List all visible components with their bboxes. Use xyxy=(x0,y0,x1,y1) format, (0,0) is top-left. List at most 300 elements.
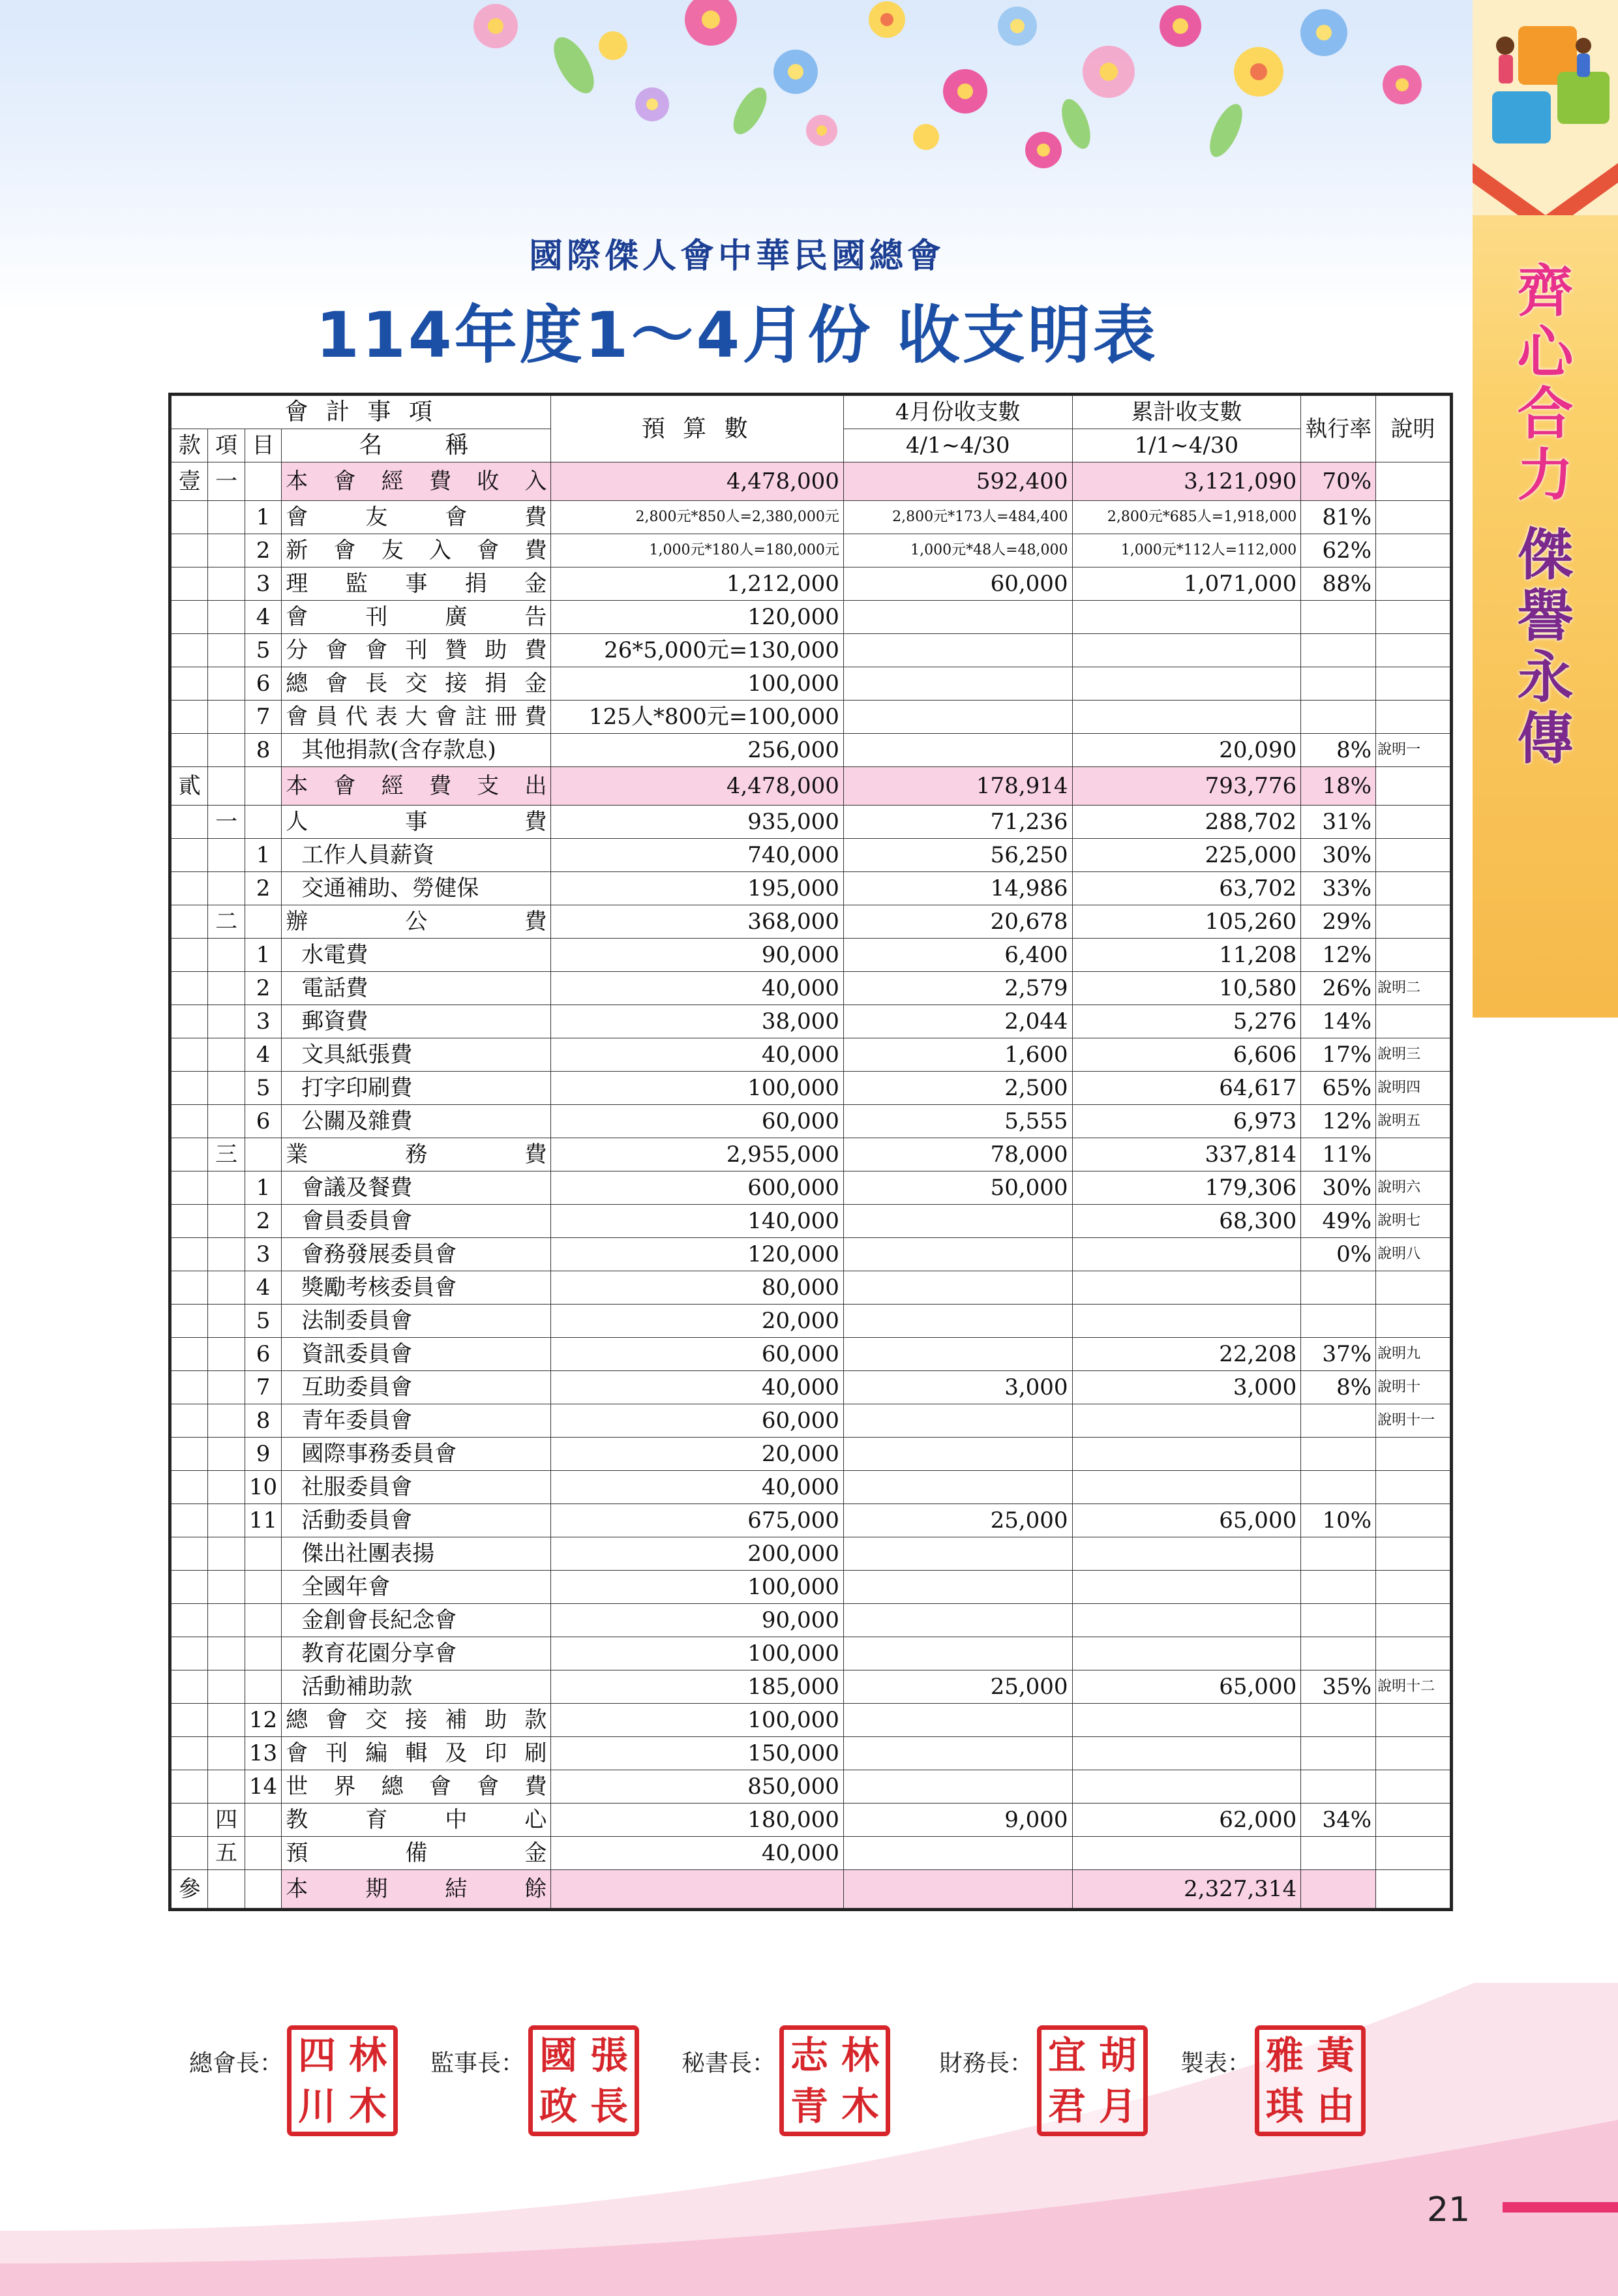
cell-note xyxy=(1376,1438,1450,1471)
page-number: 21 xyxy=(1427,2190,1471,2229)
cell-mu: 7 xyxy=(245,701,281,734)
red-seal-stamp: 四 林 川 木 xyxy=(287,2025,398,2136)
cell-note: 說明五 xyxy=(1376,1105,1450,1138)
side-slogan xyxy=(1473,261,1618,770)
cell-kuan xyxy=(172,1804,208,1837)
cell-month xyxy=(843,1205,1072,1238)
cell-xiang xyxy=(208,1271,245,1305)
signature-label: 監事長： xyxy=(430,2050,525,2077)
cell-kuan xyxy=(172,601,208,634)
cell-name xyxy=(282,1138,551,1171)
signature-item xyxy=(939,2025,1148,2136)
cell-month xyxy=(843,1271,1072,1305)
cell-cumulative xyxy=(1072,1271,1301,1305)
cell-kuan xyxy=(172,1637,208,1670)
table-row xyxy=(172,1205,1450,1238)
cell-month xyxy=(843,667,1072,701)
cell-mu: 3 xyxy=(245,1238,281,1271)
cell-rate xyxy=(1301,1604,1376,1637)
cell-cumulative: 63,702 xyxy=(1072,872,1301,905)
cell-kuan xyxy=(172,1238,208,1271)
cell-note xyxy=(1376,1537,1450,1571)
cell-budget: 100,000 xyxy=(551,1637,843,1670)
cell-xiang xyxy=(208,1072,245,1105)
cell-cumulative: 288,702 xyxy=(1072,806,1301,839)
cell-rate xyxy=(1301,1271,1376,1305)
cell-cumulative: 65,000 xyxy=(1072,1670,1301,1704)
cell-xiang xyxy=(208,1537,245,1571)
cell-kuan xyxy=(172,1438,208,1471)
cell-note: 說明八 xyxy=(1376,1238,1450,1271)
header-budget: 預 算 數 xyxy=(551,396,843,462)
cell-budget: 140,000 xyxy=(551,1205,843,1238)
spread-name: 會 員 代 表 大 會 註 冊 費 xyxy=(286,704,547,730)
cell-xiang xyxy=(208,734,245,767)
cell-budget: 850,000 xyxy=(551,1770,843,1804)
cell-kuan xyxy=(172,1305,208,1338)
table-row xyxy=(172,601,1450,634)
cell-mu: 1 xyxy=(245,1171,281,1205)
cell-cumulative xyxy=(1072,1537,1301,1571)
table-row xyxy=(172,767,1450,806)
spread-name: 理 監 事 捐 金 xyxy=(286,571,547,597)
cell-rate: 11% xyxy=(1301,1138,1376,1171)
cell-month: 6,400 xyxy=(843,939,1072,972)
cell-mu: 6 xyxy=(245,1338,281,1371)
cell-xiang xyxy=(208,1504,245,1537)
cell-xiang xyxy=(208,1371,245,1404)
cell-kuan xyxy=(172,1038,208,1072)
cell-month xyxy=(843,1471,1072,1504)
cell-kuan xyxy=(172,1072,208,1105)
cell-kuan xyxy=(172,1670,208,1704)
cell-xiang: 一 xyxy=(208,462,245,501)
spread-name: 新 會 友 入 會 費 xyxy=(286,537,547,564)
spread-name: 人 事 費 xyxy=(286,809,547,835)
cell-cumulative: 2,327,314 xyxy=(1072,1870,1301,1909)
cell-name xyxy=(282,567,551,601)
cell-kuan: 貳 xyxy=(172,767,208,806)
cell-name: 教育花園分享會 xyxy=(282,1637,551,1670)
cell-mu: 8 xyxy=(245,1404,281,1438)
cell-kuan xyxy=(172,1504,208,1537)
cell-mu: 14 xyxy=(245,1770,281,1804)
table-row xyxy=(172,972,1450,1005)
slogan-char: 力 xyxy=(1517,443,1574,508)
cell-name: 水電費 xyxy=(282,939,551,972)
cell-budget xyxy=(551,1870,843,1909)
cell-mu xyxy=(245,905,281,939)
cell-kuan xyxy=(172,567,208,601)
cell-month: 78,000 xyxy=(843,1138,1072,1171)
table-row xyxy=(172,1338,1450,1371)
cell-name: 電話費 xyxy=(282,972,551,1005)
cell-name: 文具紙張費 xyxy=(282,1038,551,1072)
cell-note xyxy=(1376,1138,1450,1171)
cell-month xyxy=(843,701,1072,734)
cell-name xyxy=(282,667,551,701)
cell-kuan xyxy=(172,1737,208,1770)
page-number-bar xyxy=(1503,2202,1618,2213)
cell-cumulative: 105,260 xyxy=(1072,905,1301,939)
cell-rate: 35% xyxy=(1301,1670,1376,1704)
cell-kuan xyxy=(172,734,208,767)
cell-name: 國際事務委員會 xyxy=(282,1438,551,1471)
cell-rate: 30% xyxy=(1301,1171,1376,1205)
cell-rate: 18% xyxy=(1301,767,1376,806)
cell-cumulative: 337,814 xyxy=(1072,1138,1301,1171)
cell-month xyxy=(843,1438,1072,1471)
cell-rate: 88% xyxy=(1301,567,1376,601)
cell-note xyxy=(1376,501,1450,534)
cell-cumulative xyxy=(1072,1471,1301,1504)
cell-mu: 2 xyxy=(245,534,281,567)
cell-month xyxy=(843,1238,1072,1271)
spread-name: 教 育 中 心 xyxy=(286,1807,547,1833)
cell-cumulative: 3,121,090 xyxy=(1072,462,1301,501)
cell-name: 會議及餐費 xyxy=(282,1171,551,1205)
cell-rate: 70% xyxy=(1301,462,1376,501)
cell-month xyxy=(843,1305,1072,1338)
table-row xyxy=(172,1737,1450,1770)
cell-mu: 6 xyxy=(245,667,281,701)
cell-name: 金創會長紀念會 xyxy=(282,1604,551,1637)
cell-mu: 13 xyxy=(245,1737,281,1770)
cell-rate xyxy=(1301,1438,1376,1471)
cell-name xyxy=(282,601,551,634)
cell-note xyxy=(1376,939,1450,972)
cell-xiang xyxy=(208,1870,245,1909)
cell-name: 傑出社團表揚 xyxy=(282,1537,551,1571)
cell-budget: 4,478,000 xyxy=(551,767,843,806)
cell-budget: 60,000 xyxy=(551,1338,843,1371)
cell-budget: 180,000 xyxy=(551,1804,843,1837)
cell-mu: 4 xyxy=(245,601,281,634)
cell-xiang xyxy=(208,534,245,567)
slogan-char: 永 xyxy=(1517,645,1574,710)
cell-xiang xyxy=(208,1238,245,1271)
cell-rate: 29% xyxy=(1301,905,1376,939)
cell-budget: 20,000 xyxy=(551,1305,843,1338)
header-cumulative-label: 累計收支數 xyxy=(1072,396,1301,429)
cell-kuan xyxy=(172,1471,208,1504)
cell-budget: 100,000 xyxy=(551,1072,843,1105)
signature-label: 財務長： xyxy=(939,2050,1034,2077)
cell-xiang xyxy=(208,1338,245,1371)
cell-rate xyxy=(1301,1737,1376,1770)
cell-kuan xyxy=(172,501,208,534)
cell-mu xyxy=(245,462,281,501)
cell-budget: 100,000 xyxy=(551,667,843,701)
cell-month: 2,500 xyxy=(843,1072,1072,1105)
cell-xiang xyxy=(208,1704,245,1737)
cell-cumulative xyxy=(1072,1404,1301,1438)
red-seal-stamp: 志 林 青 木 xyxy=(779,2025,890,2136)
cell-rate: 14% xyxy=(1301,1005,1376,1038)
cell-month: 14,986 xyxy=(843,872,1072,905)
cell-kuan xyxy=(172,905,208,939)
slogan-char: 傑 xyxy=(1517,522,1574,588)
cell-rate: 62% xyxy=(1301,534,1376,567)
cell-note xyxy=(1376,1637,1450,1670)
header-note: 說明 xyxy=(1376,396,1450,462)
cell-cumulative: 5,276 xyxy=(1072,1005,1301,1038)
cell-cumulative xyxy=(1072,634,1301,667)
cell-note xyxy=(1376,701,1450,734)
table-row xyxy=(172,806,1450,839)
cell-xiang: 五 xyxy=(208,1837,245,1870)
cell-name xyxy=(282,1870,551,1909)
cell-budget: 40,000 xyxy=(551,1038,843,1072)
cell-cumulative: 225,000 xyxy=(1072,839,1301,872)
cell-mu: 7 xyxy=(245,1371,281,1404)
table-row xyxy=(172,1704,1450,1737)
cell-month: 2,579 xyxy=(843,972,1072,1005)
cell-xiang xyxy=(208,1105,245,1138)
cell-cumulative: 10,580 xyxy=(1072,972,1301,1005)
side-tab xyxy=(1473,0,1618,1018)
cell-cumulative: 179,306 xyxy=(1072,1171,1301,1205)
cell-cumulative xyxy=(1072,601,1301,634)
cell-rate xyxy=(1301,1471,1376,1504)
cell-note xyxy=(1376,839,1450,872)
cell-kuan xyxy=(172,1171,208,1205)
cell-cumulative xyxy=(1072,1770,1301,1804)
cell-budget: 20,000 xyxy=(551,1438,843,1471)
cell-month: 3,000 xyxy=(843,1371,1072,1404)
spread-name: 本 會 經 費 支 出 xyxy=(286,773,547,799)
cell-cumulative: 1,000元*112人=112,000 xyxy=(1072,534,1301,567)
cell-rate: 8% xyxy=(1301,1371,1376,1404)
cell-kuan: 壹 xyxy=(172,462,208,501)
red-seal-stamp: 宜 胡 君 月 xyxy=(1037,2025,1148,2136)
cell-name: 其他捐款(含存款息) xyxy=(282,734,551,767)
cell-name: 互助委員會 xyxy=(282,1371,551,1404)
cell-xiang xyxy=(208,667,245,701)
cell-month: 25,000 xyxy=(843,1670,1072,1704)
cell-mu: 8 xyxy=(245,734,281,767)
cell-note: 說明六 xyxy=(1376,1171,1450,1205)
cell-rate xyxy=(1301,1870,1376,1909)
cell-budget: 2,955,000 xyxy=(551,1138,843,1171)
cell-mu xyxy=(245,1571,281,1604)
slogan-char: 傳 xyxy=(1517,706,1574,772)
cell-note xyxy=(1376,1504,1450,1537)
cell-note: 說明十一 xyxy=(1376,1404,1450,1438)
header-rate: 執行率 xyxy=(1301,396,1376,462)
cell-name xyxy=(282,767,551,806)
cell-note: 說明十 xyxy=(1376,1371,1450,1404)
cell-name xyxy=(282,701,551,734)
table-row xyxy=(172,1005,1450,1038)
cell-xiang xyxy=(208,567,245,601)
cell-budget: 256,000 xyxy=(551,734,843,767)
cell-month xyxy=(843,634,1072,667)
cell-mu xyxy=(245,806,281,839)
cell-rate: 30% xyxy=(1301,839,1376,872)
signature-label: 秘書長： xyxy=(682,2050,776,2077)
table-row xyxy=(172,1238,1450,1271)
cell-mu: 3 xyxy=(245,1005,281,1038)
cell-note: 說明三 xyxy=(1376,1038,1450,1072)
table-row xyxy=(172,1770,1450,1804)
cell-rate: 81% xyxy=(1301,501,1376,534)
header-accounting-items: 會 計 事 項 xyxy=(172,396,551,429)
cell-mu: 2 xyxy=(245,872,281,905)
cell-cumulative: 20,090 xyxy=(1072,734,1301,767)
signature-item xyxy=(430,2025,639,2136)
cell-note xyxy=(1376,634,1450,667)
cell-budget: 2,800元*850人=2,380,000元 xyxy=(551,501,843,534)
cell-budget: 40,000 xyxy=(551,1837,843,1870)
page-title: 114年度1～4月份 收支明表 xyxy=(316,299,1158,372)
spread-name: 本 期 結 餘 xyxy=(286,1876,547,1902)
cell-budget: 1,212,000 xyxy=(551,567,843,601)
cell-budget: 90,000 xyxy=(551,939,843,972)
cell-kuan xyxy=(172,1271,208,1305)
table-row xyxy=(172,1404,1450,1438)
cell-note xyxy=(1376,567,1450,601)
cell-month xyxy=(843,1737,1072,1770)
cell-name xyxy=(282,905,551,939)
cell-name: 郵資費 xyxy=(282,1005,551,1038)
cell-xiang xyxy=(208,1637,245,1670)
red-seal-stamp: 國 張 政 長 xyxy=(528,2025,639,2136)
cell-name xyxy=(282,1770,551,1804)
cell-cumulative: 3,000 xyxy=(1072,1371,1301,1404)
cell-month: 1,600 xyxy=(843,1038,1072,1072)
cell-mu: 5 xyxy=(245,634,281,667)
cell-cumulative: 68,300 xyxy=(1072,1205,1301,1238)
cell-kuan xyxy=(172,1205,208,1238)
cell-budget: 40,000 xyxy=(551,972,843,1005)
table-row xyxy=(172,1072,1450,1105)
cell-budget: 368,000 xyxy=(551,905,843,939)
cell-kuan xyxy=(172,839,208,872)
cell-xiang xyxy=(208,972,245,1005)
cell-rate xyxy=(1301,1305,1376,1338)
cell-cumulative: 22,208 xyxy=(1072,1338,1301,1371)
table-row xyxy=(172,1138,1450,1171)
cell-xiang xyxy=(208,872,245,905)
cell-cumulative xyxy=(1072,1305,1301,1338)
cell-xiang xyxy=(208,939,245,972)
cell-rate: 31% xyxy=(1301,806,1376,839)
cell-mu xyxy=(245,1804,281,1837)
cell-cumulative xyxy=(1072,1637,1301,1670)
table-row xyxy=(172,939,1450,972)
cell-budget: 600,000 xyxy=(551,1171,843,1205)
cell-name xyxy=(282,534,551,567)
signature-label: 總會長： xyxy=(189,2050,284,2077)
cell-note xyxy=(1376,767,1450,806)
cell-kuan xyxy=(172,872,208,905)
cell-month xyxy=(843,734,1072,767)
cell-note xyxy=(1376,905,1450,939)
cell-kuan xyxy=(172,972,208,1005)
cell-budget: 200,000 xyxy=(551,1537,843,1571)
table-row xyxy=(172,1438,1450,1471)
cell-note: 說明七 xyxy=(1376,1205,1450,1238)
cell-name: 公關及雜費 xyxy=(282,1105,551,1138)
red-seal-stamp: 雅 黃 琪 由 xyxy=(1255,2025,1366,2136)
cell-mu xyxy=(245,1537,281,1571)
organization-title: 國際傑人會中華民國總會 xyxy=(528,236,945,276)
cell-name xyxy=(282,1704,551,1737)
cell-note xyxy=(1376,667,1450,701)
cell-cumulative xyxy=(1072,1737,1301,1770)
cell-month xyxy=(843,1704,1072,1737)
cell-month xyxy=(843,1637,1072,1670)
cell-kuan xyxy=(172,1704,208,1737)
header-name: 名 稱 xyxy=(282,429,551,462)
cell-budget: 100,000 xyxy=(551,1571,843,1604)
cell-budget: 675,000 xyxy=(551,1504,843,1537)
cell-cumulative xyxy=(1072,1571,1301,1604)
table-row xyxy=(172,1571,1450,1604)
cell-name: 打字印刷費 xyxy=(282,1072,551,1105)
cell-xiang xyxy=(208,1005,245,1038)
cell-xiang xyxy=(208,1604,245,1637)
cell-month: 592,400 xyxy=(843,462,1072,501)
cell-cumulative: 793,776 xyxy=(1072,767,1301,806)
cell-name xyxy=(282,1737,551,1770)
cell-kuan xyxy=(172,1770,208,1804)
cell-note xyxy=(1376,1604,1450,1637)
cell-mu: 1 xyxy=(245,501,281,534)
cell-note xyxy=(1376,1271,1450,1305)
cell-xiang xyxy=(208,1438,245,1471)
slogan-char: 齊 xyxy=(1517,259,1574,324)
signature-label: 製表： xyxy=(1180,2050,1251,2077)
cell-rate: 26% xyxy=(1301,972,1376,1005)
cell-kuan xyxy=(172,1571,208,1604)
cell-xiang xyxy=(208,501,245,534)
cell-kuan xyxy=(172,939,208,972)
signature-block xyxy=(189,2025,1428,2143)
table-row xyxy=(172,1305,1450,1338)
cell-month: 50,000 xyxy=(843,1171,1072,1205)
table-row xyxy=(172,1804,1450,1837)
cell-cumulative xyxy=(1072,1837,1301,1870)
cell-mu: 1 xyxy=(245,939,281,972)
table-row xyxy=(172,1105,1450,1138)
cell-cumulative xyxy=(1072,667,1301,701)
cell-rate: 12% xyxy=(1301,1105,1376,1138)
table-row xyxy=(172,1637,1450,1670)
cell-budget: 120,000 xyxy=(551,1238,843,1271)
cell-mu: 10 xyxy=(245,1471,281,1504)
header-cumulative-range: 1/1~4/30 xyxy=(1072,429,1301,462)
cell-name: 青年委員會 xyxy=(282,1404,551,1438)
table-row xyxy=(172,1870,1450,1909)
table-row xyxy=(172,567,1450,601)
cell-month xyxy=(843,1404,1072,1438)
cell-note xyxy=(1376,1571,1450,1604)
cell-cumulative: 11,208 xyxy=(1072,939,1301,972)
cell-name: 獎勵考核委員會 xyxy=(282,1271,551,1305)
cell-cumulative: 6,973 xyxy=(1072,1105,1301,1138)
table-row xyxy=(172,1537,1450,1571)
cell-mu: 5 xyxy=(245,1305,281,1338)
cell-rate xyxy=(1301,1704,1376,1737)
spread-name: 業 務 費 xyxy=(286,1141,547,1168)
cell-month: 25,000 xyxy=(843,1504,1072,1537)
slogan-char: 心 xyxy=(1517,320,1574,385)
cell-month xyxy=(843,1770,1072,1804)
table-row xyxy=(172,905,1450,939)
cell-kuan xyxy=(172,1138,208,1171)
